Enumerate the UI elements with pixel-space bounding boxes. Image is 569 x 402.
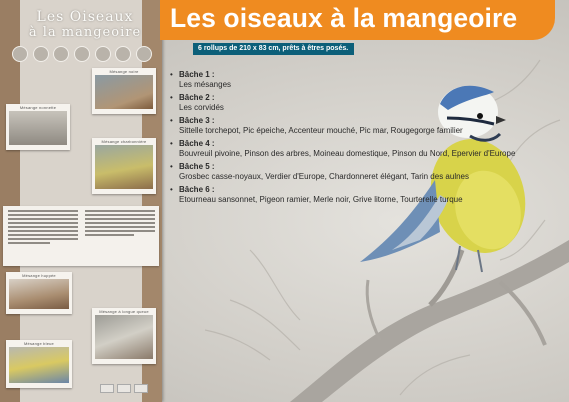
bird-photo <box>95 145 153 189</box>
bird-photo <box>9 279 69 309</box>
list-item-heading: Bâche 3 : <box>179 116 215 125</box>
bullet-icon: • <box>170 139 173 148</box>
bird-thumbnail <box>115 46 131 62</box>
card-mesange-huppee <box>6 272 72 314</box>
card-label: Mésange huppée <box>22 273 56 278</box>
list-item <box>170 70 562 90</box>
card-label: Mésange noire <box>109 69 139 74</box>
list-item-description: Bouvreuil pivoine, Pinson des arbres, Moineau domestique, Pinson du Nord, Epervier d'Europe <box>179 149 516 158</box>
logo <box>117 384 131 393</box>
bullet-icon: • <box>170 70 173 79</box>
bird-photo <box>95 315 153 359</box>
list-item <box>170 139 562 159</box>
list-item-description: Les corvidés <box>179 103 224 112</box>
list-item-description: Grosbec casse-noyaux, Verdier d'Europe, Chardonneret élégant, Tarin des aulnes <box>179 172 469 181</box>
bird-photo <box>95 75 153 109</box>
bullet-icon: • <box>170 116 173 125</box>
logo <box>134 384 148 393</box>
poster-preview <box>0 0 162 402</box>
tarp-list <box>170 70 562 208</box>
list-item-heading: Bâche 5 : <box>179 162 215 171</box>
bird-thumbnails <box>12 46 152 62</box>
card-label: Mésange nonnette <box>19 105 57 110</box>
card-label: Mésange charbonnière <box>101 139 147 144</box>
title-banner <box>160 0 555 40</box>
bird-thumbnail <box>12 46 28 62</box>
bird-photo <box>9 111 67 145</box>
list-item <box>170 93 562 113</box>
card-label: Mésange bleue <box>24 341 54 346</box>
card-mesange-charbonniere <box>92 138 156 194</box>
list-item <box>170 116 562 136</box>
bird-thumbnail <box>136 46 152 62</box>
poster-text-panel <box>3 206 159 266</box>
card-label: Mésange à longue queue <box>99 309 149 314</box>
bird-thumbnail <box>33 46 49 62</box>
list-item-description: Etourneau sansonnet, Pigeon ramier, Merle noir, Grive litorne, Tourterelle turque <box>179 195 463 204</box>
bird-thumbnail <box>74 46 90 62</box>
bullet-icon: • <box>170 185 173 194</box>
bird-thumbnail <box>95 46 111 62</box>
card-mesange-longue-queue <box>92 308 156 364</box>
bullet-icon: • <box>170 93 173 102</box>
list-item-heading: Bâche 6 : <box>179 185 215 194</box>
poster-title-line2: à la mangeoire <box>28 25 142 40</box>
list-item-heading: Bâche 4 : <box>179 139 215 148</box>
card-mesange-nonnette <box>6 104 70 150</box>
bird-thumbnail <box>53 46 69 62</box>
list-item <box>170 162 562 182</box>
list-item-heading: Bâche 1 : <box>179 70 215 79</box>
bullet-icon: • <box>170 162 173 171</box>
poster-title <box>20 10 150 40</box>
page-title: Les oiseaux à la mangeoire <box>170 3 518 33</box>
partner-logos <box>100 384 148 393</box>
logo <box>100 384 114 393</box>
bird-photo <box>9 347 69 383</box>
list-item-heading: Bâche 2 : <box>179 93 215 102</box>
subtitle-badge: 6 rollups de 210 x 83 cm, prêts à êtres posés. <box>193 43 354 55</box>
card-mesange-noire <box>92 68 156 114</box>
list-item-description: Sittelle torchepot, Pic épeiche, Accenteur mouché, Pic mar, Rougegorge familier <box>179 126 463 135</box>
list-item-description: Les mésanges <box>179 80 232 89</box>
poster-title-line1: Les Oiseaux <box>36 9 134 25</box>
list-item <box>170 185 562 205</box>
card-mesange-bleue <box>6 340 72 388</box>
